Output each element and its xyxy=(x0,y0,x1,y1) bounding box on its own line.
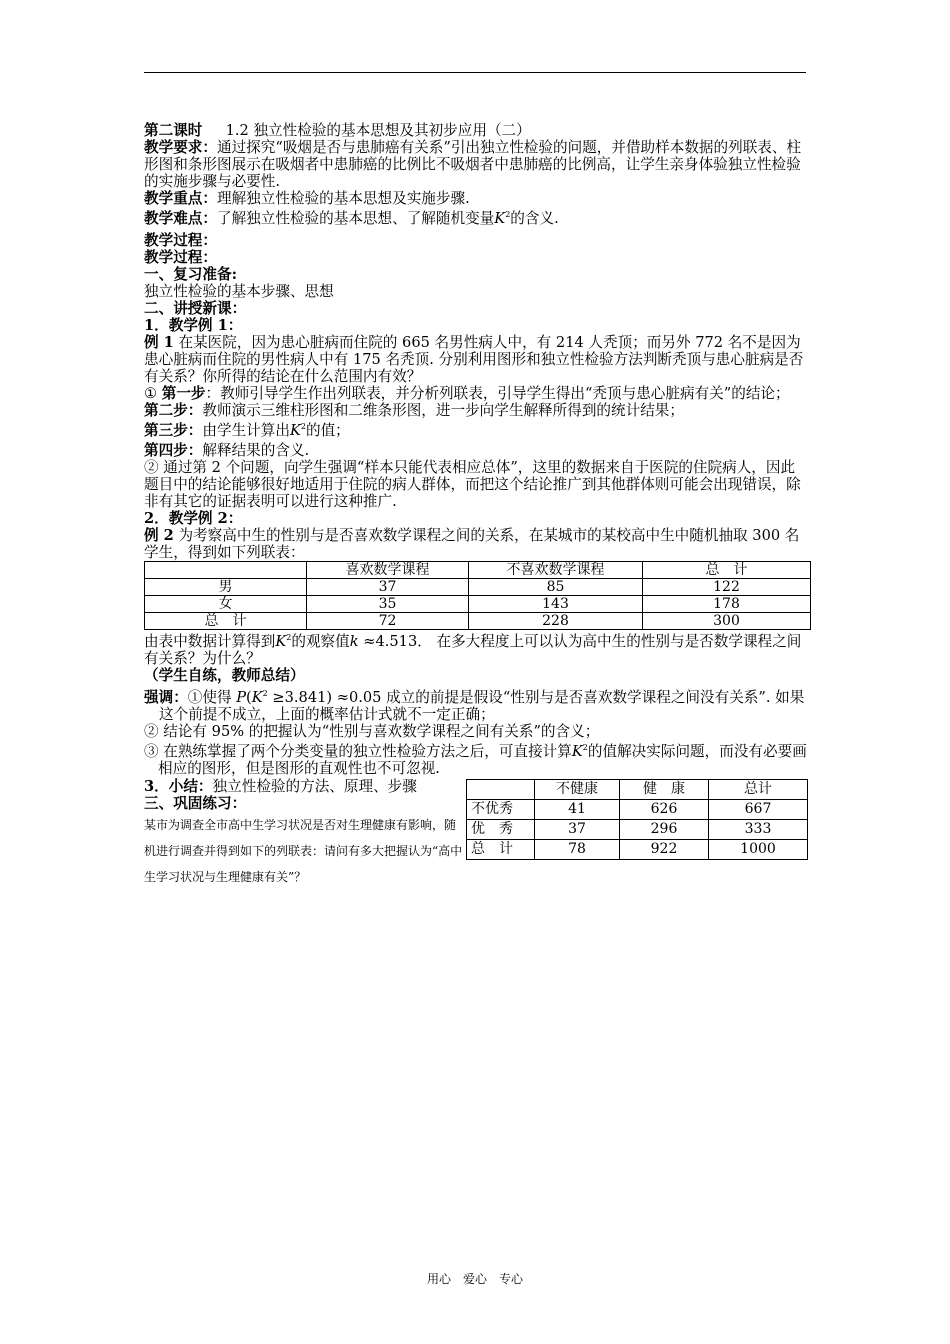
paren-open: ( xyxy=(246,689,252,706)
table-header-cell: 总 计 xyxy=(643,562,811,579)
example1-step3 xyxy=(144,422,808,439)
k-exponent: 2 xyxy=(262,689,268,698)
example1-problem xyxy=(144,334,808,385)
example1-heading: 1．教学例 1： xyxy=(144,317,243,334)
step2-text: 教师演示三维柱形图和二维条形图，进一步向学生解释所得到的统计结果； xyxy=(202,402,684,419)
difficulty-text-after: 的含义. xyxy=(510,210,559,227)
table-cell: 667 xyxy=(709,800,808,820)
k-exponent: 2 xyxy=(505,210,511,219)
table-cell: 41 xyxy=(535,800,620,820)
emphasis-item1 xyxy=(144,689,808,723)
requirements-label: 教学要求： xyxy=(144,139,217,156)
step1-text: ：教师引导学生作出列联表，并分析列联表，引导学生得出“秃顶与患心脏病有关”的结论； xyxy=(205,385,790,402)
table-header-cell xyxy=(145,562,307,579)
step3-text-before: 由学生计算出 xyxy=(202,422,290,439)
example2-heading: 2．教学例 2： xyxy=(144,510,243,527)
table-cell: 男 xyxy=(145,579,307,596)
example1-step1 xyxy=(144,385,808,402)
after-text-before: 由表中数据计算得到 xyxy=(144,633,276,650)
table-cell: 228 xyxy=(469,613,643,630)
emphasis-item3-before: ③ 在熟练掌握了两个分类变量的独立性检验方法之后，可直接计算 xyxy=(144,743,572,760)
process-label-2: 教学过程： xyxy=(144,249,217,266)
after-text-val: ≈4.513． 在多大程度上可以认为高中生的性别与是否数学课程之间有关系？为什么？ xyxy=(144,633,802,667)
table-cell: 不优秀 xyxy=(467,800,535,820)
table-row xyxy=(467,840,808,860)
review-text: 独立性检验的基本步骤、思想 xyxy=(144,283,334,300)
table-cell: 女 xyxy=(145,596,307,613)
self-practice: （学生自练，教师总结） xyxy=(144,667,305,684)
example1-label: 例 1 xyxy=(144,334,174,351)
table-header-cell: 总计 xyxy=(709,780,808,800)
example1-note: ② 通过第 2 个问题，向学生强调“样本只能代表相应总体”，这里的数据来自于医院的住院病人，因此题目中的结论能够很好地适用于住院的病人群体，而把这个结论推广到其他群体则可能会出现错误，除非有其它的证据表明可以进行这种推广. xyxy=(144,459,801,510)
example2-problem xyxy=(144,527,808,561)
table-cell: 178 xyxy=(643,596,811,613)
table-header-cell xyxy=(467,780,535,800)
table-cell: 296 xyxy=(620,820,709,840)
example2-after xyxy=(144,633,808,667)
lesson-title-line xyxy=(144,122,808,139)
example1-step2 xyxy=(144,402,808,419)
focus xyxy=(144,190,808,207)
table-cell: 37 xyxy=(307,579,469,596)
step2-label: 第二步： xyxy=(144,402,203,419)
focus-label: 教学重点： xyxy=(144,190,217,207)
lesson-title: 1.2 独立性检验的基本思想及其初步应用（二） xyxy=(225,122,531,139)
table-cell: 优 秀 xyxy=(467,820,535,840)
step3-label: 第三步： xyxy=(144,422,203,439)
requirements xyxy=(144,139,808,190)
table-row xyxy=(145,613,811,630)
example2-label: 例 2 xyxy=(144,527,174,544)
practice-heading: 三、巩固练习： xyxy=(144,795,247,812)
table-header-cell: 健 康 xyxy=(620,780,709,800)
after-text-mid: 的观察值 xyxy=(291,633,350,650)
k-exponent: 2 xyxy=(286,633,292,642)
k-variable: K xyxy=(275,633,287,650)
k-variable: K xyxy=(494,210,506,227)
step1-prefix: ① xyxy=(144,385,158,402)
difficulty xyxy=(144,210,808,227)
table-header-cell: 不喜欢数学课程 xyxy=(469,562,643,579)
emphasis-item1-rest: ≥3.841) ≈0.05 成立的前提是假设“性别与是否喜欢数学课程之间没有关系”. 如果这个前提不成立，上面的概率估计式就不一定正确； xyxy=(159,689,805,723)
table-row xyxy=(145,579,811,596)
lesson-number: 第二课时 xyxy=(144,122,203,139)
example1-text: 在某医院，因为患心脏病而住院的 665 名男性病人中，有 214 人秃顶；而另外 772 名不是因为患心脏病而住院的男性病人中有 175 名秃顶. 分别利用图形和独立性检验方法判断秃顶与患心脏病是否有关系？你所得的结论在什么范围内有效？ xyxy=(144,334,804,385)
focus-text: 理解独立性检验的基本思想及实施步骤. xyxy=(216,190,470,207)
step1-label: 第一步 xyxy=(161,385,206,402)
table-cell: 122 xyxy=(643,579,811,596)
table-cell: 1000 xyxy=(709,840,808,860)
review-heading: 一、复习准备: xyxy=(144,266,237,283)
step3-text-after: 的值； xyxy=(305,422,350,439)
table-cell: 922 xyxy=(620,840,709,860)
table-row xyxy=(467,820,808,840)
table-header-cell: 喜欢数学课程 xyxy=(307,562,469,579)
new-lesson-heading: 二、讲授新课： xyxy=(144,300,247,317)
table-cell: 72 xyxy=(307,613,469,630)
emphasis-item1-before: ①使得 xyxy=(187,689,237,706)
table-cell: 总 计 xyxy=(467,840,535,860)
example2-table xyxy=(144,561,811,630)
example2-text: 为考察高中生的性别与是否喜欢数学课程之间的关系，在某城市的某校高中生中随机抽取 300 名学生，得到如下列联表： xyxy=(144,527,800,561)
step4-text: 解释结果的含义. xyxy=(202,442,310,459)
table-cell: 37 xyxy=(535,820,620,840)
table-cell: 143 xyxy=(469,596,643,613)
table-cell: 总 计 xyxy=(145,613,307,630)
example1-step4 xyxy=(144,442,808,459)
table-cell: 300 xyxy=(643,613,811,630)
k-exponent: 2 xyxy=(300,422,306,431)
emphasis-item2: ② 结论有 95% 的把握认为“性别与喜欢数学课程之间有关系”的含义； xyxy=(144,723,600,740)
table-cell: 333 xyxy=(709,820,808,840)
emphasis-item3-after: 的值解决实际问题，而没有必要画相应的图形，但是图形的直观性也不可忽视. xyxy=(158,743,807,777)
table-header-row xyxy=(145,562,811,579)
practice-left xyxy=(144,778,464,890)
k-variable: K xyxy=(571,743,583,760)
emphasis-item3 xyxy=(144,743,808,777)
practice-section xyxy=(144,778,808,918)
requirements-text: 通过探究“吸烟是否与患肺癌有关系”引出独立性检验的问题，并借助样本数据的列联表、柱形图和条形图展示在吸烟者中患肺癌的比例比不吸烟者中患肺癌的比例高，让学生亲身体验独立性检验的实施步骤与必要性. xyxy=(144,139,802,190)
table-row xyxy=(467,800,808,820)
lesson-content xyxy=(144,122,808,918)
emphasis-label: 强调： xyxy=(144,689,188,706)
practice-table xyxy=(466,779,808,860)
p-variable: P xyxy=(236,689,247,706)
step4-label: 第四步： xyxy=(144,442,203,459)
table-cell: 35 xyxy=(307,596,469,613)
table-cell: 626 xyxy=(620,800,709,820)
table-cell: 78 xyxy=(535,840,620,860)
summary-heading: 3．小结： xyxy=(144,778,213,795)
table-header-row xyxy=(467,780,808,800)
difficulty-text-before: 了解独立性检验的基本思想、了解随机变量 xyxy=(216,210,495,227)
difficulty-label: 教学难点： xyxy=(144,210,217,227)
table-header-cell: 不健康 xyxy=(535,780,620,800)
summary-text: 独立性检验的方法、原理、步骤 xyxy=(212,778,417,795)
practice-text: 某市为调查全市高中生学习状况是否对生理健康有影响，随机进行调查并得到如下的列联表：请问有多大把握认为“高中生学习状况与生理健康有关”？ xyxy=(144,818,463,884)
header-rule xyxy=(144,72,806,73)
k-variable: K xyxy=(251,689,263,706)
page-footer: 用心 爱心 专心 xyxy=(426,1272,523,1286)
process-label-1: 教学过程： xyxy=(144,232,217,249)
summary xyxy=(144,778,464,795)
k-observed: k xyxy=(349,633,359,650)
k-exponent: 2 xyxy=(582,743,588,752)
table-cell: 85 xyxy=(469,579,643,596)
table-row xyxy=(145,596,811,613)
k-variable: K xyxy=(289,422,301,439)
